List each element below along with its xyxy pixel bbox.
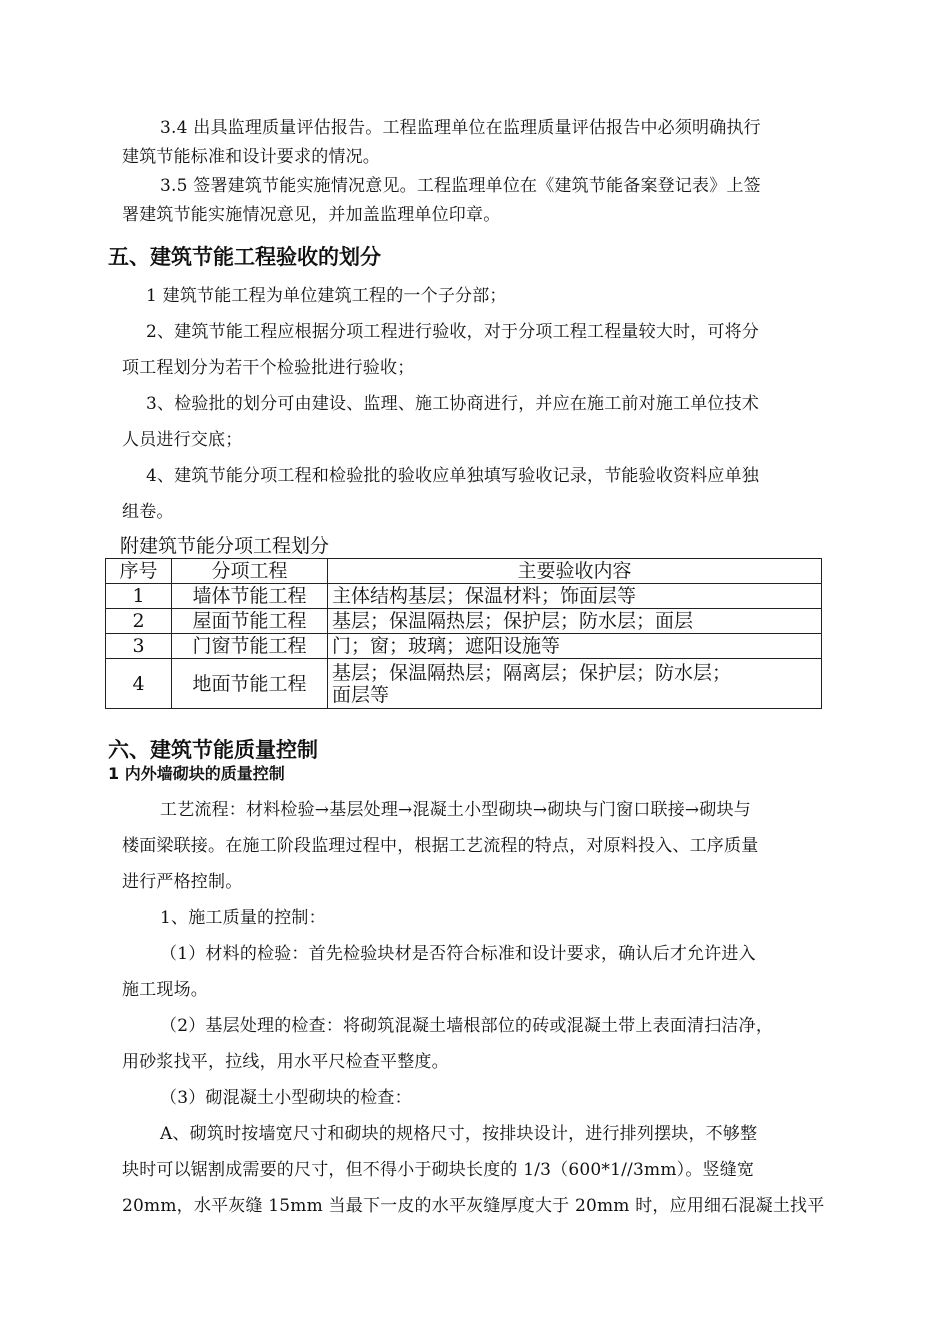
row-no: 4	[106, 659, 172, 709]
paragraph-3-4-cont: 建筑节能标准和设计要求的情况。	[122, 147, 380, 167]
paragraph-material: （1）材料的检验：首先检验块材是否符合标准和设计要求，确认后才允许进入	[160, 944, 756, 964]
paragraph-process-cont2: 进行严格控制。	[122, 872, 243, 892]
item-1: 1 建筑节能工程为单位建筑工程的一个子分部；	[146, 286, 507, 306]
paragraph-3-5-cont: 署建筑节能实施情况意见，并加盖监理单位印章。	[122, 205, 501, 225]
paragraph-3-5: 3.5 签署建筑节能实施情况意见。工程监理单位在《建筑节能备案登记表》上签	[160, 176, 761, 196]
header-item: 分项工程	[172, 559, 328, 584]
item-4: 4、建筑节能分项工程和检验批的验收应单独填写验收记录，节能验收资料应单独	[146, 466, 760, 486]
paragraph-a: A、砌筑时按墙宽尺寸和砌块的规格尺寸，按排块设计，进行排列摆块，不够整	[160, 1124, 758, 1144]
header-no: 序号	[106, 559, 172, 584]
subsection-heading: 1 内外墙砌块的质量控制	[108, 764, 285, 783]
paragraph-process: 工艺流程：材料检验→基层处理→混凝土小型砌块→砌块与门窗口联接→砌块与	[160, 800, 751, 820]
header-content: 主要验收内容	[328, 559, 822, 584]
table-row	[106, 584, 822, 609]
section-heading-6: 六、建筑节能质量控制	[108, 738, 318, 762]
table-header-row	[106, 559, 822, 584]
row-content: 门；窗；玻璃；遮阳设施等	[328, 634, 822, 659]
row-item: 屋面节能工程	[172, 609, 328, 634]
item-2: 2、建筑节能工程应根据分项工程进行验收，对于分项工程工程量较大时，可将分	[146, 322, 760, 342]
row-no: 2	[106, 609, 172, 634]
row-content: 主体结构基层；保温材料；饰面层等	[328, 584, 822, 609]
row-content: 基层；保温隔热层；保护层；防水层；面层	[328, 609, 822, 634]
section-heading-5: 五、建筑节能工程验收的划分	[108, 245, 381, 269]
row-item: 门窗节能工程	[172, 634, 328, 659]
item-3: 3、检验批的划分可由建设、监理、施工协商进行，并应在施工前对施工单位技术	[146, 394, 760, 414]
item-3-cont: 人员进行交底；	[122, 430, 243, 450]
table-row	[106, 659, 822, 709]
item-2-cont: 项工程划分为若干个检验批进行验收；	[122, 358, 415, 378]
division-table	[105, 558, 822, 709]
paragraph-a-cont2: 20mm，水平灰缝 15mm 当最下一皮的水平灰缝厚度大于 20mm 时，应用细石混凝土找平	[122, 1196, 825, 1216]
paragraph-a-cont1: 块时可以锯割成需要的尺寸，但不得小于砌块长度的 1/3（600*1//3mm）。竖缝宽	[122, 1160, 755, 1180]
row-no: 3	[106, 634, 172, 659]
item-4-cont: 组卷。	[122, 502, 174, 522]
paragraph-quality: 1、施工质量的控制：	[160, 908, 326, 928]
row-content-line: 基层；保温隔热层；隔离层；保护层；防水层；	[332, 661, 732, 684]
paragraph-base: （2）基层处理的检查：将砌筑混凝土墙根部位的砖或混凝土带上表面清扫洁净，	[160, 1016, 774, 1036]
paragraph-process-cont1: 楼面梁联接。在施工阶段监理过程中，根据工艺流程的特点，对原料投入、工序质量	[122, 836, 759, 856]
row-content-line: 面层等	[332, 683, 390, 706]
row-content	[328, 659, 822, 709]
table-caption: 附建筑节能分项工程划分	[120, 535, 330, 557]
paragraph-base-cont: 用砂浆找平，拉线，用水平尺检查平整度。	[122, 1052, 449, 1072]
paragraph-3-4: 3.4 出具监理质量评估报告。工程监理单位在监理质量评估报告中必须明确执行	[160, 118, 761, 138]
row-item: 墙体节能工程	[172, 584, 328, 609]
row-no: 1	[106, 584, 172, 609]
row-item: 地面节能工程	[172, 659, 328, 709]
paragraph-block-check: （3）砌混凝土小型砌块的检查：	[160, 1088, 412, 1108]
table-row	[106, 634, 822, 659]
paragraph-material-cont: 施工现场。	[122, 980, 208, 1000]
table-row	[106, 609, 822, 634]
